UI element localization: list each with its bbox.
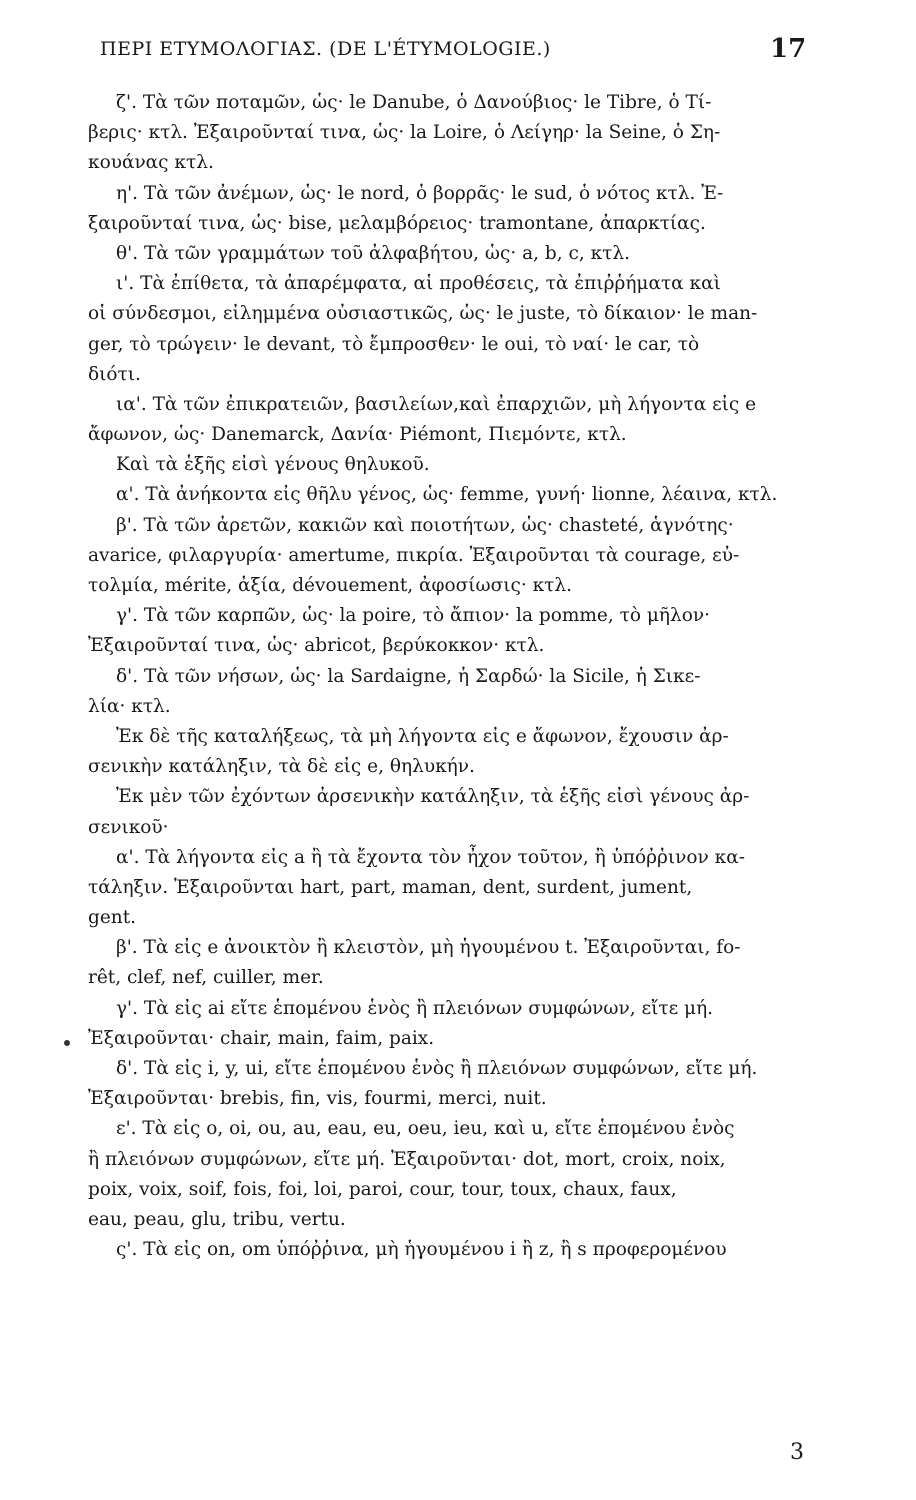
text-line: ε'. Τὰ εἰς o, oi, ou, au, eau, eu, oeu, ieu, καὶ u, εἴτε ἑπομένου ἑνὸς [116,1118,735,1140]
text-line: κουάνας κτλ. [88,152,214,174]
text-line: σενικοῦ· [88,816,169,838]
text-line: avarice, φιλαργυρία· amertume, πικρία. Ἐξαιροῦνται τὰ courage, εὐ- [88,544,740,566]
text-line: α'. Τὰ ἀνήκοντα εἰς θῆλυ γένος, ὡς· femme, γυνή· lionne, λέαινα, κτλ. [116,484,778,506]
text-line: λία· κτλ. [88,695,171,717]
text-line: Ἐξαιροῦνται· chair, main, faim, paix. [88,1027,435,1049]
text-line: β'. Τὰ τῶν ἀρετῶν, κακιῶν καὶ ποιοτήτων, ὡς· chasteté, ἁγνότης· [116,514,734,536]
text-line: ζ'. Τὰ τῶν ποταμῶν, ὡς· le Danube, ὁ Δανούβιος· le Tibre, ὁ Τί- [116,92,712,113]
text-line: γ'. Τὰ εἰς ai εἴτε ἑπομένου ἑνὸς ἢ πλειόνων συμφώνων, εἴτε μή. [116,997,714,1019]
text-line: τάληξιν. Ἐξαιροῦνται hart, part, maman, dent, surdent, jument, [88,876,693,898]
text-line: ς'. Τὰ εἰς on, om ὑπόῤῥινα, μὴ ἡγουμένου i ἢ z, ἢ s προφερομένου [116,1239,727,1261]
text-line: βερις· κτλ. Ἐξαιροῦνταί τινα, ὡς· la Loire, ὁ Λείγηρ· la Seine, ὁ Ση- [88,122,721,144]
body-text [88,88,830,1265]
text-line: poix, voix, soif, fois, foi, loi, paroi, cour, tour, toux, chaux, faux, [88,1178,677,1200]
text-line: η'. Τὰ τῶν ἀνέμων, ὡς· le nord, ὁ βορρᾶς· le sud, ὁ νότος κτλ. Ἐ- [116,182,724,204]
text-line: β'. Τὰ εἰς e ἀνοικτὸν ἢ κλειστὸν, μὴ ἡγουμένου t. Ἐξαιροῦνται, fo- [116,937,741,959]
text-line: δ'. Τὰ εἰς i, y, ui, εἴτε ἑπομένου ἑνὸς ἢ πλειόνων συμφώνων, εἴτε μή. [116,1058,758,1079]
text-line: Ἐκ μὲν τῶν ἐχόντων ἀρσενικὴν κατάληξιν, τὰ ἑξῆς εἰσὶ γένους ἀρ- [116,786,750,808]
margin-dot [64,1040,70,1046]
text-line: θ'. Τὰ τῶν γραμμάτων τοῦ ἀλφαβήτου, ὡς· a, b, c, κτλ. [116,242,631,264]
text-line: οἱ σύνδεσμοι, εἰλημμένα οὐσιαστικῶς, ὡς· le juste, τὸ δίκαιον· le man- [88,303,758,325]
text-line: Ἐκ δὲ τῆς καταλήξεως, τὰ μὴ λήγοντα εἰς e ἄφωνον, ἔχουσιν ἀρ- [116,725,729,747]
text-line: rêt, clef, nef, cuiller, mer. [88,967,324,989]
section-heading: Καὶ τὰ ἑξῆς εἰσὶ γένους θηλυκοῦ. [116,454,430,476]
text-line: ια'. Τὰ τῶν ἐπικρατειῶν, βασιλείων,καὶ ἐπαρχιῶν, μὴ λήγοντα εἰς e [116,393,757,415]
text-line: Ἐξαιροῦνταί τινα, ὡς· abricot, βερύκοκκον· κτλ. [88,635,545,657]
text-line: ἄφωνον, ὡς· Danemarck, Δανία· Piémont, Πιεμόντε, κτλ. [88,424,627,446]
text-line: gent. [88,907,137,929]
running-head: ΠΕΡΙ ΕΤΥΜΟΛΟΓΙΑΣ. (DE L'ÉTYMOLOGIE.) [100,38,551,60]
text-line: σενικὴν κατάληξιν, τὰ δὲ εἰς e, θηλυκήν. [88,756,475,778]
text-line: ἢ πλειόνων συμφώνων, εἴτε μή. Ἐξαιροῦνται· dot, mort, croix, noix, [88,1148,726,1170]
text-line: ι'. Τὰ ἐπίθετα, τὰ ἀπαρέμφατα, αἱ προθέσεις, τὰ ἐπιῤῥήματα καὶ [116,273,721,295]
text-line: διότι. [88,363,141,385]
text-line: α'. Τὰ λήγοντα εἰς a ἢ τὰ ἔχοντα τὸν ἦχον τοῦτον, ἢ ὑπόῤῥινον κα- [116,846,745,868]
text-line: ger, τὸ τρώγειν· le devant, τὸ ἔμπροσθεν· le oui, τὸ ναί· le car, τὸ [88,333,700,355]
text-line: γ'. Τὰ τῶν καρπῶν, ὡς· la poire, τὸ ἄπιον· la pomme, τὸ μῆλον· [116,605,710,627]
page-number: 17 [770,34,807,64]
text-line: τολμία, mérite, ἀξία, dévouement, ἀφοσίωσις· κτλ. [88,575,573,596]
text-line: ξαιροῦνταί τινα, ὡς· bise, μελαμβόρειος· tramontane, ἀπαρκτίας. [88,212,706,234]
signature-mark: 3 [790,1440,804,1465]
text-line: Ἐξαιροῦνται· brebis, fin, vis, fourmi, merci, nuit. [88,1088,547,1110]
text-line: δ'. Τὰ τῶν νήσων, ὡς· la Sardaigne, ἡ Σαρδώ· la Sicile, ἡ Σικε- [116,665,701,687]
text-line: eau, peau, glu, tribu, vertu. [88,1208,346,1230]
